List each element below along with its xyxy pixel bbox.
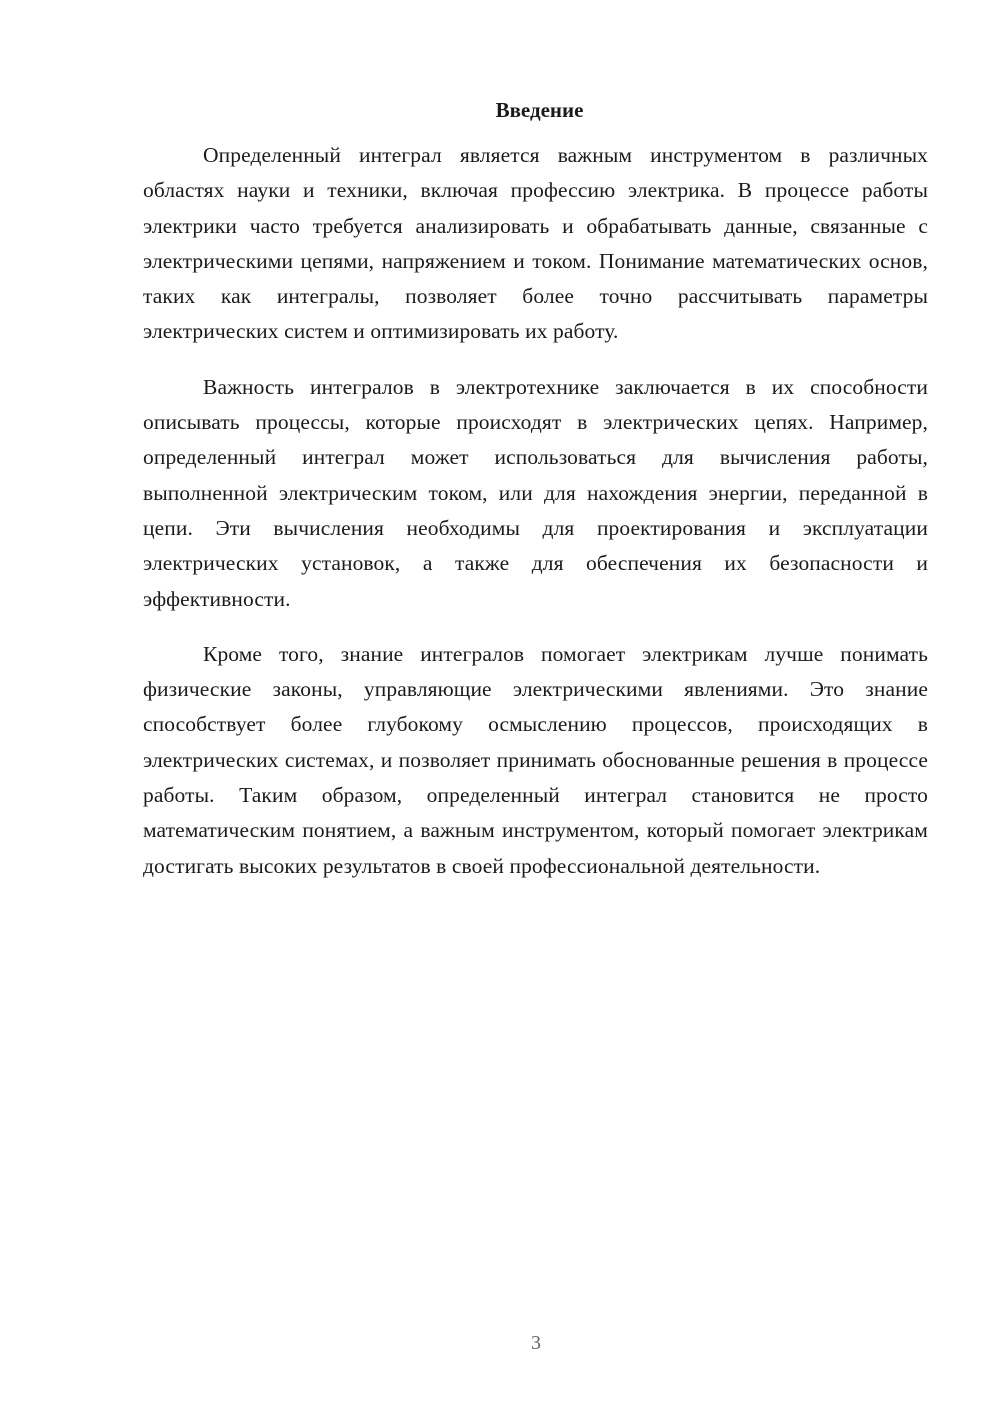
paragraph-1: Определенный интеграл является важным инструментом в различных областях науки и техники, включая профессию электрика. В процессе работы электрики часто требуется анализировать и обрабатывать данные, связанные с электрическими цепями, напряжением и током. Понимание математических основ, таких как интегралы, позволяет более точно рассчитывать параметры электрических систем и оптимизировать их работу.	[143, 143, 928, 344]
page-content	[143, 92, 928, 904]
paragraph-3: Кроме того, знание интегралов помогает электрикам лучше понимать физические законы, управляющие электрическими явлениями. Это знание способствует более глубокому осмыслению процессов, происходящих в электрических системах, и позволяет принимать обоснованные решения в процессе работы. Таким образом, определенный интеграл становится не просто математическим понятием, а важным инструментом, который помогает электрикам достигать высоких результатов в своей профессиональной деятельности.	[143, 641, 928, 878]
page-number: 3	[531, 1332, 541, 1354]
section-title: Введение	[495, 98, 584, 122]
paragraph-2: Важность интегралов в электротехнике заключается в их способности описывать процессы, которые происходят в электрических цепях. Например, определенный интеграл может использоваться для вычисления работы, выполненной электрическим током, или для нахождения энергии, переданной в цепи. Эти вычисления необходимы для проектирования и эксплуатации электрических установок, а также для обеспечения их безопасности и эффективности.	[143, 374, 928, 611]
